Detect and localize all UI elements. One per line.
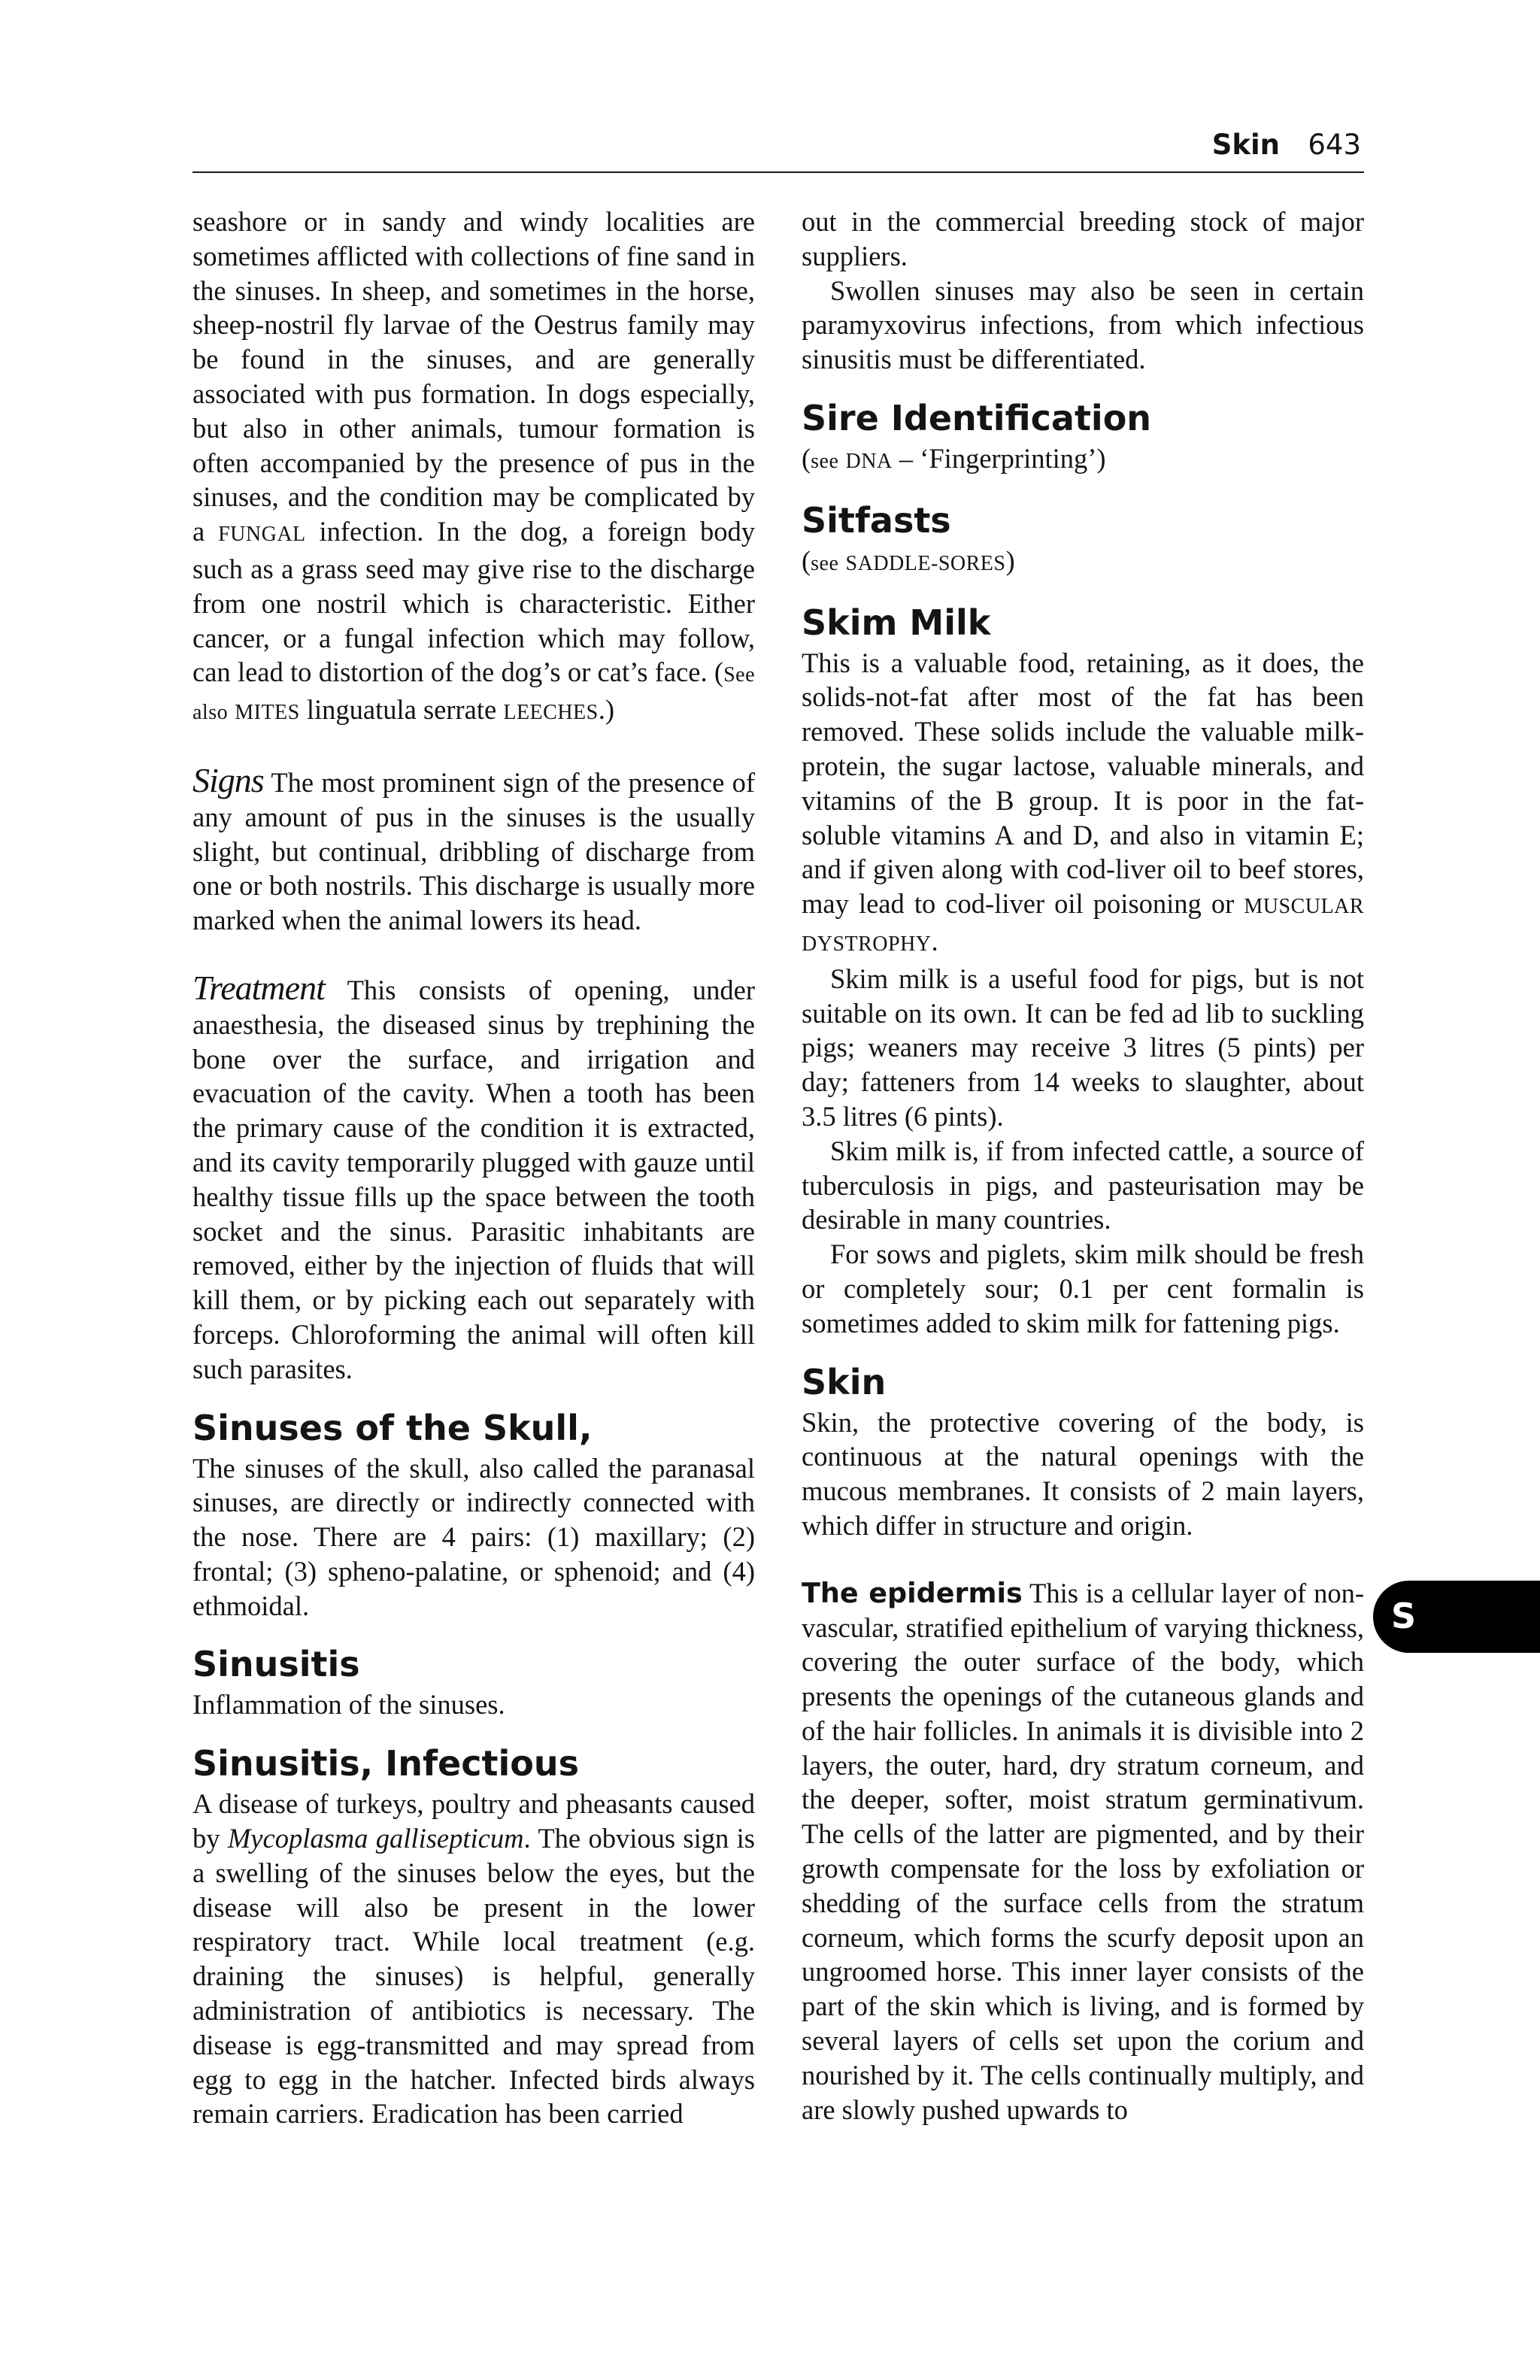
cross-reference: MITES bbox=[235, 701, 300, 725]
cross-reference: LEECHES bbox=[503, 701, 599, 725]
text-run: ( bbox=[802, 544, 811, 576]
spacer bbox=[802, 377, 1364, 395]
text-run: linguatula serrate bbox=[299, 694, 504, 726]
continued-paragraph bbox=[192, 205, 755, 730]
epidermis-subheading: The epidermis bbox=[802, 1576, 1023, 1609]
skim-milk-paragraph: Skim milk is, if from infected cattle, a source of tuberculosis in pigs, and pasteurisation may be desirable in many countries. bbox=[802, 1135, 1364, 1235]
spacer bbox=[192, 938, 755, 971]
treatment-paragraph bbox=[192, 968, 755, 1387]
spacer bbox=[192, 1623, 755, 1641]
spacer bbox=[802, 581, 1364, 599]
spacer bbox=[802, 1543, 1364, 1576]
spacer bbox=[802, 479, 1364, 497]
skim-milk-paragraph: For sows and piglets, skim milk should be fresh or completely sour; 0.1 per cent formalin is sometimes added to skim milk for fattening pigs. bbox=[802, 1239, 1364, 1339]
epidermis-text: This is a cellular layer of non-vascular, stratified epithelium of varying thickness, covering the outer surface of the body, which presents the openings of the cutaneous glands and of the hair follicles. In animals it is divisible into 2 layers, the outer, hard, dry stratum corneum, and the deeper, softer, moist stratum germinativum. The cells of the latter are pigmented, and by their growth compensate for the loss by exfoliation or shedding of the surface cells from the stratum corneum, which forms the scurfy deposit upon an ungroomed horse. This inner layer consists of the part of the skin which is living, and is formed by several layers of cells set upon the corium and nourished by it. The cells continually multiply, and are slowly pushed upwards to bbox=[802, 1577, 1364, 2125]
left-column bbox=[192, 205, 755, 2131]
sinusitis-text: Inflammation of the sinuses. bbox=[192, 1689, 505, 1721]
signs-subheading: Signs bbox=[192, 760, 264, 799]
signs-text: The most prominent sign of the presence of any amount of pus in the sinuses is the usually slight, but continual, dribbling of discharge from one or both nostrils. This discharge is usually more marked when the animal lowers its head. bbox=[192, 766, 755, 936]
text-run: ( bbox=[802, 442, 811, 474]
skim-milk-paragraph bbox=[802, 646, 1364, 962]
skim-milk-paragraph: Skim milk is a useful food for pigs, but is not suitable on its own. It can be fed ad lib to suckling pigs; weaners may receive 3 litres (5 pints) per day; fatteners from 14 weeks to slaughter, about 3.5 litres (6 pints). bbox=[802, 963, 1364, 1132]
text-run: . bbox=[931, 925, 938, 957]
continued-paragraph: out in the commercial breeding stock of major suppliers. bbox=[802, 206, 1364, 271]
treatment-subheading: Treatment bbox=[192, 968, 325, 1007]
running-head bbox=[192, 125, 1364, 173]
text-run: infection. In the dog, a foreign body such as a grass seed may give rise to the discharge from one nostril which is characteristic. Either cancer, or a fungal infection which may follow, can lead to distortion of the dog’s or cat’s face. ( bbox=[192, 516, 756, 688]
cross-reference: SADDLE-SORES bbox=[845, 551, 1006, 575]
text-run: ) bbox=[1005, 544, 1015, 576]
sire-identification-xref bbox=[802, 441, 1364, 479]
see-label: see bbox=[811, 449, 839, 473]
entry-title-sire-identification: Sire Identification bbox=[802, 397, 1152, 438]
entry-title-sitfasts: Sitfasts bbox=[802, 499, 951, 541]
spacer bbox=[192, 1722, 755, 1740]
text-run: seashore or in sandy and windy localities are sometimes afflicted with collections of fine sand in the sinuses. In sheep, and sometimes in the horse, sheep-nostril fly larvae of the Oestrus family may be found in the sinuses, and are generally associated with pus formation. In dogs especially, but also in other animals, tumour formation is often accompanied by the presence of pus in the sinuses, and the condition may be complicated by a bbox=[192, 206, 755, 547]
entry-title-sinusitis-infectious: Sinusitis, Infectious bbox=[192, 1743, 579, 1784]
cross-reference: DNA bbox=[845, 449, 893, 473]
text-run: This is a valuable food, retaining, as it does, the solids-not-fat after most of the fat has been removed. These solids include the valuable milk-protein, the sugar lactose, valuable minerals, and vitamins of the B group. It is poor in the fat-soluble vitamins A and D, and also in vitamin E; and if given along with cod-liver oil to beef stores, may lead to cod-liver oil poisoning or bbox=[802, 647, 1364, 920]
text-run: A disease of turkeys, poultry and pheasants caused by bbox=[192, 1788, 755, 1854]
sinusitis-infectious-text bbox=[192, 1787, 755, 2131]
entry-title-skin: Skin bbox=[802, 1361, 887, 1402]
thumb-index-tab bbox=[1373, 1581, 1540, 1653]
cross-reference: FUNGAL bbox=[218, 523, 306, 547]
spacer bbox=[192, 730, 755, 763]
spacer bbox=[192, 1387, 755, 1405]
see-also-label: See also bbox=[192, 663, 755, 725]
entry-title-sinusitis: Sinusitis bbox=[192, 1644, 360, 1685]
treatment-text: This consists of opening, under anaesthesia, the diseased sinus by trephining the bone over the surface, and irrigation and evacuation of the cavity. When a tooth has been the primary cause of the condition it is extracted, and its cavity temporarily plugged with gauze until healthy tissue fills up the space between the tooth socket and the sinus. Parasitic inhabitants are removed, either by the injection of fluids that will kill them, or by picking each out separately with forceps. Chloroforming the animal will often kill such parasites. bbox=[192, 974, 755, 1384]
organism-name: Mycoplasma gallisepticum bbox=[227, 1823, 524, 1854]
spacer bbox=[802, 1341, 1364, 1359]
thumb-index-letter: S bbox=[1391, 1596, 1417, 1636]
text-run: – ‘Fingerprinting’) bbox=[892, 442, 1106, 474]
see-label: see bbox=[811, 551, 839, 575]
swollen-sinuses-paragraph: Swollen sinuses may also be seen in certain paramyxovirus infections, from which infectious sinusitis must be differentiated. bbox=[802, 274, 1364, 375]
entry-title-skim-milk: Skim Milk bbox=[802, 602, 991, 643]
running-head-title: Skin bbox=[1211, 129, 1280, 161]
sinuses-of-skull-text: The sinuses of the skull, also called the paranasal sinuses, are directly or indirectly connected with the nose. There are 4 pairs: (1) maxillary; (2) frontal; (3) spheno-palatine, or sphenoid; and (4) ethmoidal. bbox=[192, 1452, 755, 1621]
page-number: 643 bbox=[1308, 129, 1361, 161]
entry-title-sinuses-of-skull: Sinuses of the Skull, bbox=[192, 1407, 593, 1448]
sitfasts-xref bbox=[802, 544, 1364, 581]
text-run: . The obvious sign is a swelling of the sinuses below the eyes, but the disease will also be present in the lower respiratory tract. While local treatment (e.g. draining the sinuses) is helpful, generally administration of antibiotics is necessary. The disease is egg-transmitted and may spread from egg to egg in the hatcher. Infected birds always remain carriers. Eradication has been carried bbox=[192, 1823, 756, 2130]
epidermis-paragraph bbox=[802, 1576, 1364, 2127]
skin-intro-paragraph: Skin, the protective covering of the body, is continuous at the natural openings with the mucous membranes. It consists of 2 main layers, which differ in structure and origin. bbox=[802, 1406, 1364, 1541]
cross-reference: MUSCULAR DYSTROPHY bbox=[802, 895, 1364, 956]
right-column bbox=[802, 205, 1364, 2127]
text-run: .) bbox=[598, 694, 615, 726]
signs-paragraph bbox=[192, 760, 755, 938]
